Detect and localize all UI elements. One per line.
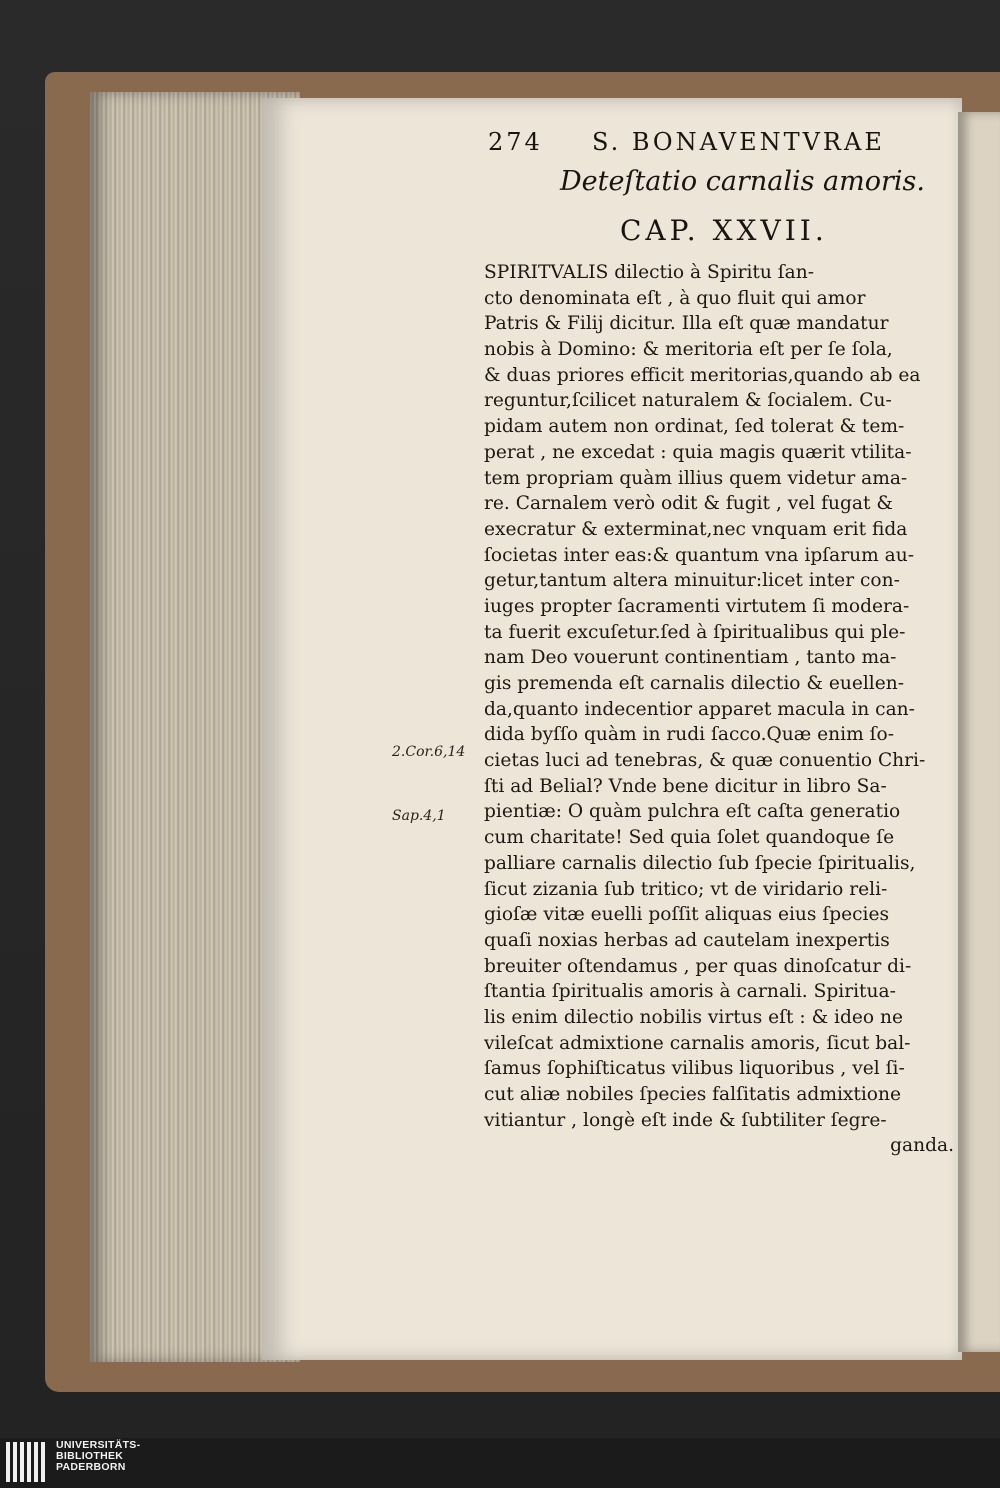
page-header <box>488 128 948 162</box>
text-line: reguntur,ſcilicet naturalem & ſocialem. Cu- <box>484 390 892 412</box>
text-line: da,quanto indecentior apparet macula in can- <box>484 698 915 720</box>
text-line: tem propriam quàm illius quem videtur ama- <box>484 467 908 489</box>
text-line: SPIRITVALIS dilectio à Spiritu ſan- <box>484 262 815 283</box>
text-line: ſocietas inter eas:& quantum vna ipſarum au- <box>484 544 914 566</box>
text-line: cto denominata eſt , à quo fluit qui amor <box>484 287 866 309</box>
text-line: dida byſſo quàm in rudi ſacco.Quæ enim ſo- <box>484 724 894 746</box>
text-line: execratur & exterminat,nec vnquam erit fida <box>484 518 908 540</box>
text-line: iuges propter ſacramenti virtutem ſi modera- <box>484 595 910 617</box>
text-line: vileſcat admixtione carnalis amoris, ſicut bal- <box>484 1032 911 1054</box>
text-line: gioſæ vitæ euelli poſſit aliquas eius ſpecies <box>484 904 890 926</box>
text-line: ſamus ſophiſticatus vilibus liquoribus , vel ſi- <box>484 1058 905 1080</box>
text-line: perat , ne excedat : quia magis quærit vtilita- <box>484 441 912 463</box>
text-line: cut aliæ nobiles ſpecies falſitatis admixtione <box>484 1084 901 1105</box>
text-line: palliare carnalis dilectio ſub ſpecie ſpiritualis, <box>484 852 916 874</box>
text-line: & duas priores efficit meritorias,quando ab ea <box>484 364 921 386</box>
body-text <box>484 260 954 1159</box>
text-line: gis premenda eſt carnalis dilectio & euellen- <box>484 673 905 694</box>
margin-note: Sap.4,1 <box>392 808 446 824</box>
text-line: pientiæ: O quàm pulchra eſt caſta generatio <box>484 801 901 823</box>
text-line: ganda. <box>890 1135 954 1157</box>
text-line: cum charitate! Sed quia ſolet quandoque ſe <box>484 827 895 849</box>
running-head: S. BONAVENTVRAE <box>592 128 885 156</box>
text-line: pidam autem non ordinat, ſed tolerat & tem- <box>484 416 905 438</box>
text-line: breuiter oſtendamus , per quas dinoſcatur di- <box>484 955 912 977</box>
text-line: ſti ad Belial? Vnde bene dicitur in libro Sa- <box>484 775 887 797</box>
text-line: ta fuerit excuſetur.ſed à ſpiritualibus qui ple- <box>484 621 906 643</box>
text-line: ſtantia ſpiritualis amoris à carnali. Spiritua- <box>484 981 896 1003</box>
chapter-heading: CAP. XXVII. <box>620 214 828 247</box>
logo-line: PADERBORN <box>56 1461 126 1473</box>
text-line: ſicut zizania ſub tritico; vt de viridario reli- <box>484 878 888 900</box>
text-line: cietas luci ad tenebras, & quæ conuentio Chri- <box>484 750 926 772</box>
text-line: nobis à Domino: & meritoria eſt per ſe ſola, <box>484 339 893 361</box>
logo-line: BIBLIOTHEK <box>56 1450 124 1462</box>
facing-page-edge <box>958 112 1000 1352</box>
text-line: nam Deo vouerunt continentiam , tanto ma- <box>484 647 897 669</box>
logo-line: UNIVERSITÄTS- <box>56 1439 141 1451</box>
chapter-subtitle: Deteſtatio carnalis amoris. <box>560 166 925 197</box>
library-logo-text <box>56 1440 196 1473</box>
text-line: re. Carnalem verò odit & fugit , vel fugat & <box>484 493 893 515</box>
text-line: vitiantur , longè eſt inde & ſubtiliter ſegre- <box>484 1109 887 1131</box>
text-line: quaſi noxias herbas ad cautelam inexpertis <box>484 929 890 951</box>
text-line: lis enim dilectio nobilis virtus eſt : & ideo ne <box>484 1006 903 1028</box>
text-line: getur,tantum altera minuitur:licet inter con- <box>484 570 900 592</box>
page-number: 274 <box>488 128 543 156</box>
text-line: Patris & Filij dicitur. Illa eſt quæ mandatur <box>484 313 889 335</box>
margin-note: 2.Cor.6,14 <box>392 744 466 760</box>
library-logo-icon <box>6 1442 50 1482</box>
